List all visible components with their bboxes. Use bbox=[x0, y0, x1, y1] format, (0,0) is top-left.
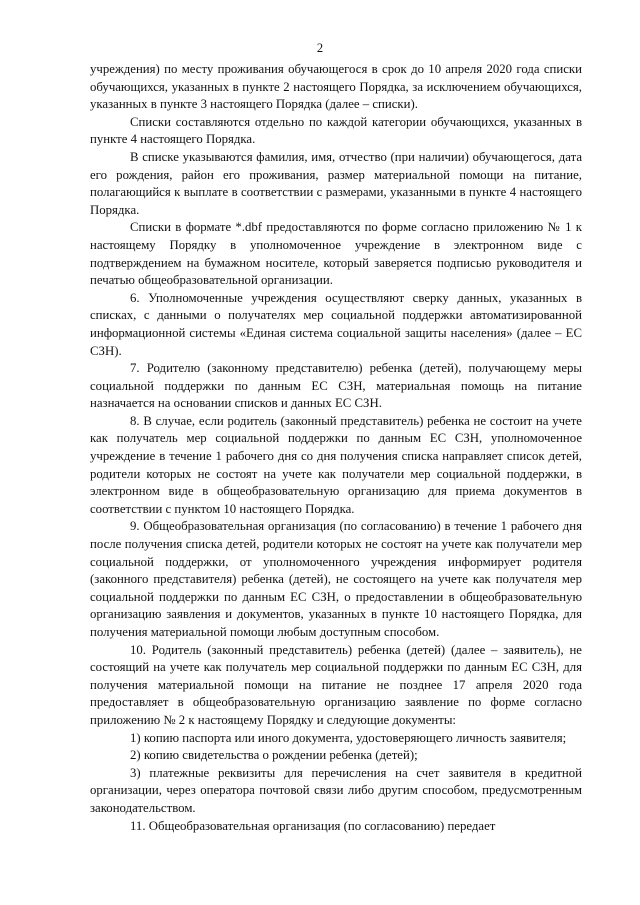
paragraph: 8. В случае, если родитель (законный представитель) ребенка не состоит на учете как получатель мер социальной поддержки по данным ЕС СЗН, уполномоченное учреждение в течение 1 рабочего дня со дня получения списка направляет список детей, родители которых не состоят на учете как получатели мер социальной поддержки, в электронном виде в общеобразовательную организацию для приема документов в соответствии с пунктом 10 настоящего Порядка. bbox=[90, 413, 582, 516]
paragraph: учреждения) по месту проживания обучающегося в срок до 10 апреля 2020 года списки обучающихся, указанных в пункте 2 настоящего Порядка, за исключением обучающихся, указанных в пункте 3 настоящего Порядка (далее – списки). bbox=[90, 62, 582, 112]
paragraph: 10. Родитель (законный представитель) ребенка (детей) (далее – заявитель), не состоящий на учете как получатель мер социальной поддержки по данным ЕС СЗН, для получения материальной помощи на питание не позднее 17 апреля 2020 года предоставляет в общеобразовательную организацию заявление по форме согласно приложению № 2 к настоящему Порядку и следующие документы: bbox=[90, 642, 582, 727]
paragraph: Списки в формате *.dbf предоставляются по форме согласно приложению № 1 к настоящему Порядку в уполномоченное учреждение в электронном виде с подтверждением на бумажном носителе, который заверяется подписью руководителя и печатью общеобразовательной организации. bbox=[90, 220, 582, 288]
paragraph: 11. Общеобразовательная организация (по согласованию) передает bbox=[130, 818, 496, 833]
list-item: 2) копию свидетельства о рождении ребенка (детей); bbox=[130, 748, 418, 763]
paragraph: В списке указываются фамилия, имя, отчество (при наличии) обучающегося, дата его рождения, район его проживания, размер материальной помощи на питание, полагающийся к выплате в соответствии с размерами, указанными в пункте 4 настоящего Порядка. bbox=[90, 149, 582, 217]
page-number: 2 bbox=[316, 41, 324, 55]
paragraph: Списки составляются отдельно по каждой категории обучающихся, указанных в пункте 4 настоящего Порядка. bbox=[90, 114, 582, 147]
paragraph: 6. Уполномоченные учреждения осуществляют сверку данных, указанных в списках, с данными о получателях мер социальной поддержки автоматизированной информационной системы «Единая система социальной защиты населения» (далее – ЕС СЗН). bbox=[90, 290, 582, 358]
list-item: 3) платежные реквизиты для перечисления на счет заявителя в кредитной организации, через оператора почтовой связи либо другим способом, предусмотренным законодательством. bbox=[90, 765, 582, 815]
paragraph: 7. Родителю (законному представителю) ребенка (детей), получающему меры социальной поддержки по данным ЕС СЗН, материальная помощь на питание назначается на основании списков и данных ЕС СЗН. bbox=[90, 361, 582, 411]
document-body bbox=[90, 61, 582, 835]
list-item: 1) копию паспорта или иного документа, удостоверяющего личность заявителя; bbox=[130, 730, 567, 745]
paragraph: 9. Общеобразовательная организация (по согласованию) в течение 1 рабочего дня после получения списка детей, родители которых не состоят на учете как получатели мер социальной поддержки, от уполномоченного учреждения информирует родителя (законного представителя) ребенка (детей), не состоящего на учете как получателя мер социальной поддержки по данным ЕС СЗН, о предоставлении в общеобразовательную организацию заявления и документов, указанных в пункте 10 настоящего Порядка, для получения материальной помощи любым доступным способом. bbox=[90, 519, 582, 639]
